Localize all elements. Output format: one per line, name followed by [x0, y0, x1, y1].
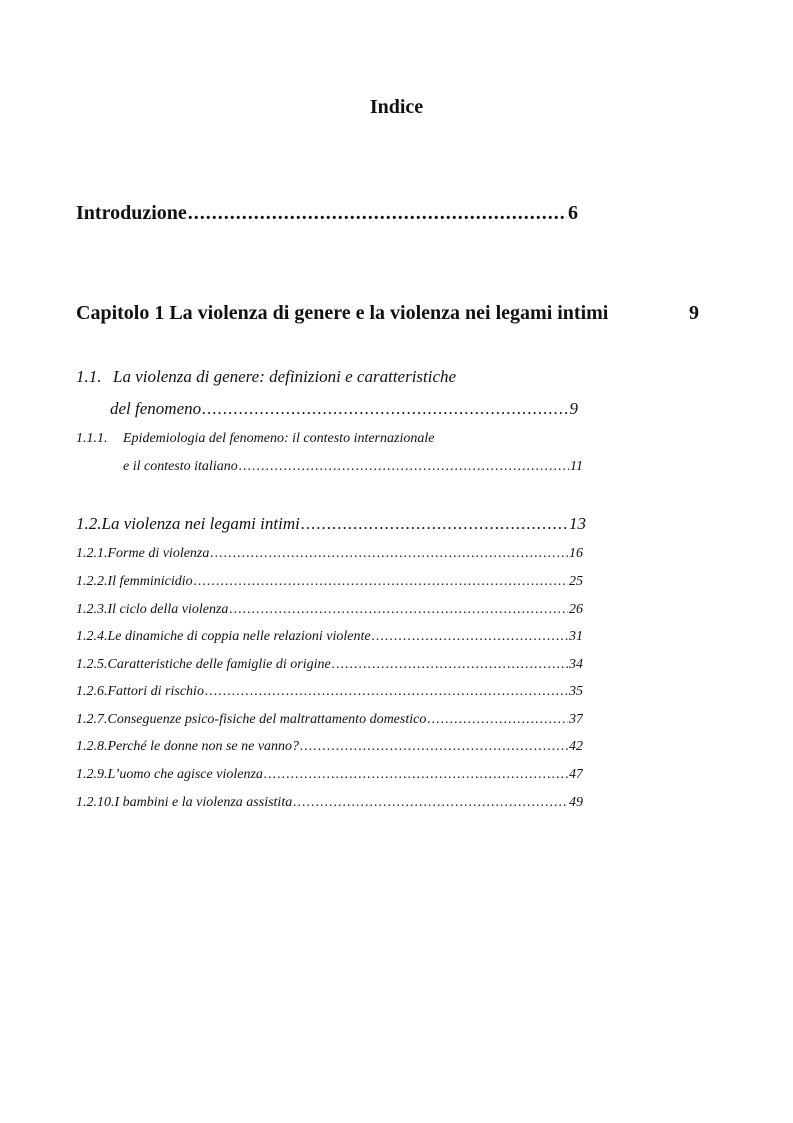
subsection-number: 1.2.4. [76, 629, 108, 644]
toc-subsection-row[interactable] [76, 712, 583, 728]
dot-leader [210, 546, 568, 562]
subsection-number: 1.2.6. [76, 684, 108, 699]
subsection-number: 1.2.8. [76, 739, 108, 754]
toc-subsection-1-1-1[interactable] [76, 431, 434, 447]
subsection-title: Le dinamiche di coppia nelle relazioni violente [107, 629, 371, 644]
dot-leader [239, 459, 569, 475]
dot-leader [264, 767, 568, 783]
toc-page-number: 49 [569, 795, 583, 810]
dot-leader [229, 602, 568, 618]
toc-section-1-2[interactable] [76, 514, 586, 534]
subsection-title-cont: e il contesto italiano [123, 459, 238, 474]
dot-leader [301, 514, 568, 534]
toc-entry-introduzione[interactable] [76, 202, 578, 225]
dot-leader [427, 712, 568, 728]
subsection-title: Conseguenze psico-fisiche del maltrattamento domestico [107, 712, 427, 727]
subsection-title: Fattori di rischio [107, 684, 204, 699]
subsection-number: 1.2.5. [76, 657, 108, 672]
toc-page-number: 37 [569, 712, 583, 727]
toc-subsection-1-1-1-continuation[interactable] [123, 459, 583, 475]
toc-chapter-1-page: 9 [689, 302, 699, 324]
toc-subsection-row[interactable] [76, 795, 583, 811]
toc-chapter-1[interactable]: Capitolo 1 La violenza di genere e la violenza nei legami intimi [76, 302, 609, 324]
dot-leader [300, 739, 568, 755]
subsection-number: 1.2.7. [76, 712, 108, 727]
dot-leader [293, 795, 568, 811]
toc-subsection-row[interactable] [76, 657, 583, 673]
toc-section-1-1-continuation[interactable] [110, 399, 578, 419]
section-title: La violenza di genere: definizioni e caratteristiche [113, 367, 457, 386]
dot-leader [205, 684, 568, 700]
subsection-number: 1.2.3. [76, 602, 108, 617]
toc-page-number: 42 [569, 739, 583, 754]
subsection-number: 1.1.1. [76, 431, 108, 446]
subsection-title: Il ciclo della violenza [107, 602, 229, 617]
toc-subsection-row[interactable] [76, 574, 583, 590]
dot-leader [194, 574, 568, 590]
dot-leader [372, 629, 568, 645]
toc-subsection-row[interactable] [76, 629, 583, 645]
toc-subsection-row[interactable] [76, 546, 583, 562]
dot-leader [332, 657, 568, 673]
section-title: La violenza nei legami intimi [101, 514, 300, 533]
toc-page-number: 35 [569, 684, 583, 699]
dot-leader [188, 202, 567, 225]
subsection-title: Epidemiologia del fenomeno: il contesto internazionale [123, 431, 435, 446]
subsection-title: Caratteristiche delle famiglie di origine [107, 657, 331, 672]
toc-page-number: 11 [570, 459, 583, 474]
toc-page-number: 13 [569, 514, 586, 533]
toc-section-1-1[interactable] [76, 367, 456, 387]
toc-page-number: 25 [569, 574, 583, 589]
toc-subsection-row[interactable] [76, 739, 583, 755]
toc-label: Introduzione [76, 202, 187, 224]
subsection-number: 1.2.9. [76, 767, 108, 782]
toc-page-number: 9 [569, 399, 578, 418]
section-title-cont: del fenomeno [110, 399, 202, 418]
toc-page-number: 47 [569, 767, 583, 782]
toc-subsection-row[interactable] [76, 767, 583, 783]
subsection-title: Forme di violenza [107, 546, 210, 561]
page-title: Indice [369, 96, 424, 118]
subsection-number: 1.2.2. [76, 574, 108, 589]
toc-page-number: 31 [569, 629, 583, 644]
section-number: 1.1. [76, 367, 102, 386]
toc-subsection-row[interactable] [76, 602, 583, 618]
section-number: 1.2. [76, 514, 102, 533]
toc-page-number: 6 [568, 202, 578, 224]
toc-subsection-row[interactable] [76, 684, 583, 700]
dot-leader [202, 399, 568, 419]
toc-page-number: 26 [569, 602, 583, 617]
subsection-title: Perché le donne non se ne vanno? [107, 739, 300, 754]
subsection-title: Il femminicidio [107, 574, 193, 589]
toc-page-number: 34 [569, 657, 583, 672]
subsection-number: 1.2.10. [76, 795, 115, 810]
toc-page-number: 16 [569, 546, 583, 561]
subsection-title: L’uomo che agisce violenza [107, 767, 263, 782]
subsection-title: I bambini e la violenza assistita [114, 795, 293, 810]
subsection-number: 1.2.1. [76, 546, 108, 561]
